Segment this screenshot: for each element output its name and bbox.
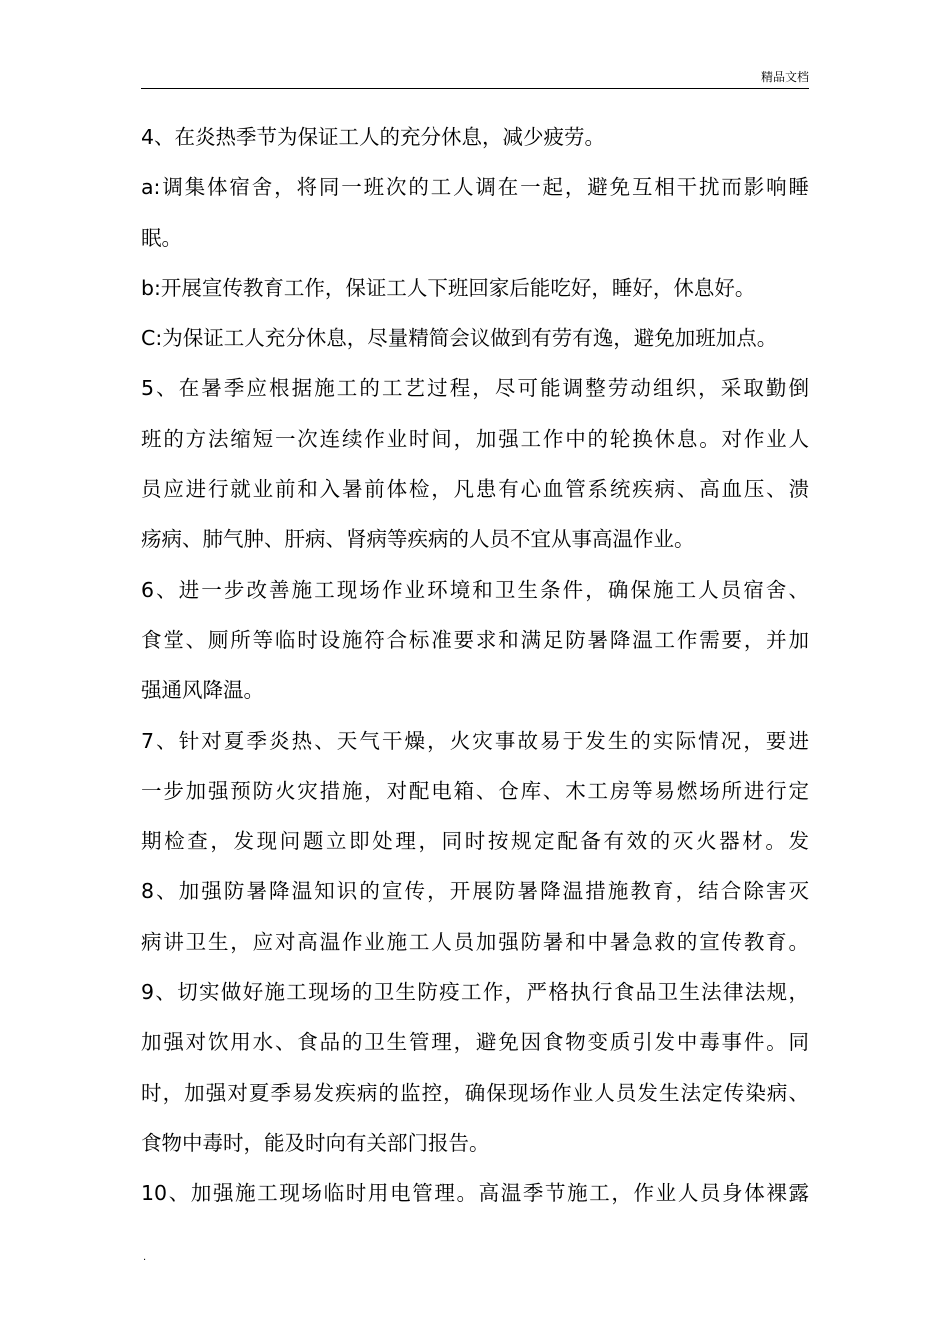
text-line: 病讲卫生，应对高温作业施工人员加强防暑和中暑急救的宣传教育。	[141, 929, 809, 954]
footer-mark: .	[143, 1252, 147, 1263]
text-line: 期检查，发现问题立即处理，同时按规定配备有效的灭火器材。发	[141, 829, 809, 854]
text-line: 一步加强预防火灾措施，对配电箱、仓库、木工房等易燃场所进行定	[141, 778, 809, 803]
text-line: 7、针对夏季炎热、天气干燥，火灾事故易于发生的实际情况，要进	[141, 728, 809, 753]
text-line: 4、在炎热季节为保证工人的充分休息，减少疲劳。	[141, 125, 606, 149]
paragraph-8	[141, 866, 809, 967]
header-label: 精品文档	[760, 70, 809, 84]
text-line: 员应进行就业前和入暑前体检，凡患有心血管系统疾病、高血压、溃	[141, 477, 809, 502]
text-line: b:开展宣传教育工作，保证工人下班回家后能吃好，睡好，休息好。	[141, 275, 756, 300]
text-line: 班的方法缩短一次连续作业时间，加强工作中的轮换休息。对作业人	[141, 426, 809, 451]
text-line: 8、加强防暑降温知识的宣传，开展防暑降温措施教育，结合除害灭	[141, 879, 809, 904]
text-line: 6、进一步改善施工现场作业环境和卫生条件，确保施工人员宿舍、	[141, 577, 809, 602]
text-line: 10、加强施工现场临时用电管理。高温季节施工，作业人员身体裸露	[141, 1181, 809, 1206]
text-line: 时，加强对夏季易发疾病的监控，确保现场作业人员发生法定传染病、	[141, 1080, 809, 1105]
paragraph-4	[141, 112, 809, 162]
paragraph-6	[141, 565, 809, 716]
paragraph-4c	[141, 313, 809, 363]
paragraph-9	[141, 967, 809, 1168]
text-line: 加强对饮用水、食品的卫生管理，避免因食物变质引发中毒事件。同	[141, 1030, 809, 1055]
text-line: 疡病、肺气肿、肝病、肾病等疾病的人员不宜从事高温作业。	[141, 527, 695, 552]
page-header	[141, 66, 809, 89]
paragraph-5	[141, 363, 809, 564]
text-line: 强通风降温。	[141, 678, 264, 703]
text-line: 食物中毒时，能及时向有关部门报告。	[141, 1130, 490, 1155]
text-line: 眠。	[141, 225, 182, 250]
text-line: 9、切实做好施工现场的卫生防疫工作，严格执行食品卫生法律法规，	[141, 980, 809, 1005]
text-line: 食堂、厕所等临时设施符合标准要求和满足防暑降温工作需要，并加	[141, 627, 809, 652]
paragraph-4a	[141, 162, 809, 263]
document-body	[141, 112, 809, 1219]
text-line: a:调集体宿舍，将同一班次的工人调在一起，避免互相干扰而影响睡	[141, 175, 809, 200]
paragraph-10	[141, 1168, 809, 1218]
text-line: C:为保证工人充分休息，尽量精简会议做到有劳有逸，避免加班加点。	[141, 326, 778, 351]
text-line: 5、在暑季应根据施工的工艺过程，尽可能调整劳动组织，采取勤倒	[141, 376, 809, 401]
paragraph-4b	[141, 263, 809, 313]
paragraph-7	[141, 716, 809, 867]
